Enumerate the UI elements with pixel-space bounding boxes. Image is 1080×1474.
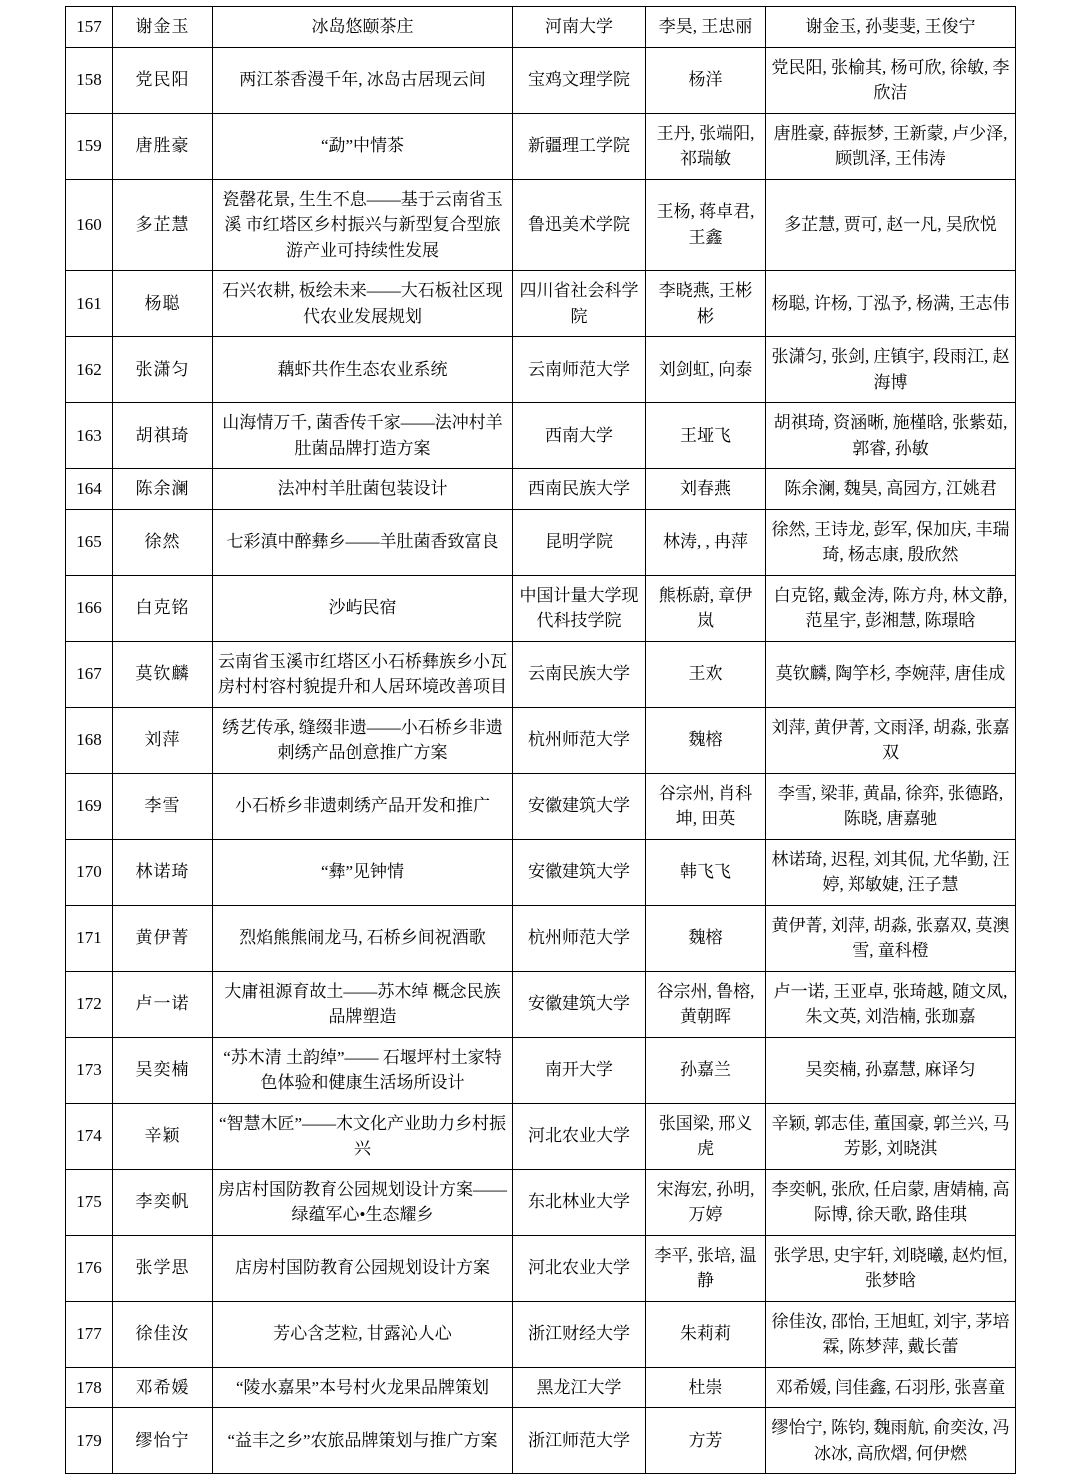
cell-advisors: 韩飞飞 <box>646 839 766 905</box>
cell-name: 辛颖 <box>113 1103 213 1169</box>
table-body <box>66 7 1016 1474</box>
cell-title: 瓷罄花景, 生生不息——基于云南省玉溪 市红塔区乡村振兴与新型复合型旅游产业可持续性发展 <box>213 179 513 271</box>
cell-id: 165 <box>66 509 113 575</box>
cell-members: 莫钦麟, 陶竽杉, 李婉萍, 唐佳成 <box>766 641 1016 707</box>
cell-advisors: 刘春燕 <box>646 469 766 510</box>
cell-advisors: 朱莉莉 <box>646 1301 766 1367</box>
table-row <box>66 839 1016 905</box>
cell-name: 张潇匀 <box>113 337 213 403</box>
cell-title: 店房村国防教育公园规划设计方案 <box>213 1235 513 1301</box>
cell-university: 东北林业大学 <box>513 1169 646 1235</box>
cell-members: 唐胜豪, 薛振梦, 王新蒙, 卢少泽, 顾凯泽, 王伟涛 <box>766 113 1016 179</box>
cell-title: 云南省玉溪市红塔区小石桥彝族乡小瓦房村村容村貌提升和人居环境改善项目 <box>213 641 513 707</box>
cell-name: 白克铭 <box>113 575 213 641</box>
cell-advisors: 魏榕 <box>646 707 766 773</box>
table-row <box>66 469 1016 510</box>
cell-title: “智慧木匠”——木文化产业助力乡村振兴 <box>213 1103 513 1169</box>
cell-title: “益丰之乡”农旅品牌策划与推广方案 <box>213 1408 513 1474</box>
table-row <box>66 1037 1016 1103</box>
cell-university: 河北农业大学 <box>513 1103 646 1169</box>
cell-members: 张学思, 史宇轩, 刘晓曦, 赵灼恒, 张梦晗 <box>766 1235 1016 1301</box>
table-row <box>66 179 1016 271</box>
cell-advisors: 孙嘉兰 <box>646 1037 766 1103</box>
cell-university: 云南民族大学 <box>513 641 646 707</box>
table-row <box>66 403 1016 469</box>
cell-advisors: 林涛, , 冉萍 <box>646 509 766 575</box>
cell-title: 烈焰熊熊闹龙马, 石桥乡间祝酒歌 <box>213 905 513 971</box>
cell-name: 张学思 <box>113 1235 213 1301</box>
cell-name: 林诺琦 <box>113 839 213 905</box>
cell-advisors: 李平, 张培, 温静 <box>646 1235 766 1301</box>
cell-title: 冰岛悠颐茶庄 <box>213 7 513 48</box>
cell-id: 172 <box>66 971 113 1037</box>
table-row <box>66 1103 1016 1169</box>
cell-university: 河南大学 <box>513 7 646 48</box>
cell-id: 169 <box>66 773 113 839</box>
table-row <box>66 1235 1016 1301</box>
cell-members: 党民阳, 张榆其, 杨可欣, 徐敏, 李欣洁 <box>766 47 1016 113</box>
cell-university: 安徽建筑大学 <box>513 971 646 1037</box>
table-row <box>66 271 1016 337</box>
table-row <box>66 1367 1016 1408</box>
cell-id: 170 <box>66 839 113 905</box>
cell-members: 胡祺琦, 资涵晰, 施槿晗, 张紫茹, 郭睿, 孙敏 <box>766 403 1016 469</box>
cell-name: 杨聪 <box>113 271 213 337</box>
table-row <box>66 47 1016 113</box>
cell-university: 黑龙江大学 <box>513 1367 646 1408</box>
table-row <box>66 905 1016 971</box>
cell-members: 辛颖, 郭志佳, 董国豪, 郭兰兴, 马芳影, 刘晓淇 <box>766 1103 1016 1169</box>
cell-name: 黄伊菁 <box>113 905 213 971</box>
cell-id: 179 <box>66 1408 113 1474</box>
cell-title: 大庸祖源育故土——苏木绰 概念民族品牌塑造 <box>213 971 513 1037</box>
cell-advisors: 王垭飞 <box>646 403 766 469</box>
cell-members: 黄伊菁, 刘萍, 胡淼, 张嘉双, 莫澳雪, 童科橙 <box>766 905 1016 971</box>
cell-name: 党民阳 <box>113 47 213 113</box>
cell-members: 卢一诺, 王亚卓, 张琦越, 随文凤, 朱文英, 刘浩楠, 张珈嘉 <box>766 971 1016 1037</box>
cell-members: 徐然, 王诗龙, 彭军, 保加庆, 丰瑞琦, 杨志康, 殷欣然 <box>766 509 1016 575</box>
cell-advisors: 李昊, 王忠丽 <box>646 7 766 48</box>
cell-title: “勐”中情茶 <box>213 113 513 179</box>
table-row <box>66 575 1016 641</box>
cell-name: 缪怡宁 <box>113 1408 213 1474</box>
cell-university: 四川省社会科学院 <box>513 271 646 337</box>
cell-university: 西南大学 <box>513 403 646 469</box>
cell-university: 南开大学 <box>513 1037 646 1103</box>
cell-university: 杭州师范大学 <box>513 707 646 773</box>
table-row <box>66 641 1016 707</box>
cell-university: 杭州师范大学 <box>513 905 646 971</box>
table-row <box>66 707 1016 773</box>
cell-id: 173 <box>66 1037 113 1103</box>
cell-advisors: 李晓燕, 王彬彬 <box>646 271 766 337</box>
cell-advisors: 方芳 <box>646 1408 766 1474</box>
cell-advisors: 魏榕 <box>646 905 766 971</box>
cell-title: 石兴农耕, 板绘未来——大石板社区现代农业发展规划 <box>213 271 513 337</box>
cell-advisors: 谷宗州, 肖科坤, 田英 <box>646 773 766 839</box>
cell-advisors: 谷宗州, 鲁榕, 黄朝晖 <box>646 971 766 1037</box>
cell-university: 鲁迅美术学院 <box>513 179 646 271</box>
cell-name: 李奕帆 <box>113 1169 213 1235</box>
cell-title: 芳心含芝粒, 甘露沁人心 <box>213 1301 513 1367</box>
table-row <box>66 113 1016 179</box>
cell-members: 徐佳汝, 邵怡, 王旭虹, 刘宇, 茅培霖, 陈梦萍, 戴长蕾 <box>766 1301 1016 1367</box>
cell-members: 张潇匀, 张剑, 庄镇宇, 段雨江, 赵海博 <box>766 337 1016 403</box>
table-row <box>66 7 1016 48</box>
cell-name: 莫钦麟 <box>113 641 213 707</box>
cell-title: 绣艺传承, 缝缀非遗——小石桥乡非遗刺绣产品创意推广方案 <box>213 707 513 773</box>
cell-university: 西南民族大学 <box>513 469 646 510</box>
cell-name: 谢金玉 <box>113 7 213 48</box>
cell-title: 藕虾共作生态农业系统 <box>213 337 513 403</box>
cell-advisors: 王欢 <box>646 641 766 707</box>
cell-id: 176 <box>66 1235 113 1301</box>
table-row <box>66 971 1016 1037</box>
cell-advisors: 宋海宏, 孙明, 万婷 <box>646 1169 766 1235</box>
cell-id: 178 <box>66 1367 113 1408</box>
cell-members: 陈余澜, 魏昊, 高园方, 江姚君 <box>766 469 1016 510</box>
cell-advisors: 王丹, 张端阳, 祁瑞敏 <box>646 113 766 179</box>
cell-name: 吴奕楠 <box>113 1037 213 1103</box>
cell-members: 刘萍, 黄伊菁, 文雨泽, 胡淼, 张嘉双 <box>766 707 1016 773</box>
cell-members: 李雪, 梁菲, 黄晶, 徐弈, 张德路, 陈晓, 唐嘉驰 <box>766 773 1016 839</box>
cell-title: “陵水嘉果”本号村火龙果品牌策划 <box>213 1367 513 1408</box>
results-table <box>65 6 1016 1474</box>
cell-university: 昆明学院 <box>513 509 646 575</box>
cell-id: 161 <box>66 271 113 337</box>
cell-university: 新疆理工学院 <box>513 113 646 179</box>
cell-title: 两江茶香漫千年, 冰岛古居现云间 <box>213 47 513 113</box>
cell-title: 七彩滇中醉彝乡——羊肚菌香致富良 <box>213 509 513 575</box>
cell-name: 徐佳汝 <box>113 1301 213 1367</box>
cell-title: 沙屿民宿 <box>213 575 513 641</box>
cell-title: 法冲村羊肚菌包装设计 <box>213 469 513 510</box>
table-row <box>66 337 1016 403</box>
cell-title: “彝”见钟情 <box>213 839 513 905</box>
cell-id: 177 <box>66 1301 113 1367</box>
cell-university: 安徽建筑大学 <box>513 773 646 839</box>
cell-id: 175 <box>66 1169 113 1235</box>
cell-id: 171 <box>66 905 113 971</box>
cell-name: 邓希媛 <box>113 1367 213 1408</box>
cell-name: 多芷慧 <box>113 179 213 271</box>
cell-members: 吴奕楠, 孙嘉慧, 麻译匀 <box>766 1037 1016 1103</box>
cell-id: 168 <box>66 707 113 773</box>
cell-members: 杨聪, 许杨, 丁泓予, 杨满, 王志伟 <box>766 271 1016 337</box>
cell-id: 157 <box>66 7 113 48</box>
cell-id: 159 <box>66 113 113 179</box>
cell-advisors: 张国梁, 邢义虎 <box>646 1103 766 1169</box>
cell-id: 160 <box>66 179 113 271</box>
cell-id: 167 <box>66 641 113 707</box>
cell-university: 中国计量大学现代科技学院 <box>513 575 646 641</box>
cell-advisors: 杜崇 <box>646 1367 766 1408</box>
cell-members: 白克铭, 戴金涛, 陈方舟, 林文静, 范星宇, 彭湘慧, 陈璟晗 <box>766 575 1016 641</box>
cell-advisors: 杨洋 <box>646 47 766 113</box>
cell-advisors: 王杨, 蒋卓君, 王鑫 <box>646 179 766 271</box>
cell-id: 164 <box>66 469 113 510</box>
table-row <box>66 1301 1016 1367</box>
table-row <box>66 509 1016 575</box>
cell-name: 唐胜豪 <box>113 113 213 179</box>
cell-members: 多芷慧, 贾可, 赵一凡, 吴欣悦 <box>766 179 1016 271</box>
cell-title: 山海情万千, 菌香传千家——法冲村羊肚菌品牌打造方案 <box>213 403 513 469</box>
cell-name: 卢一诺 <box>113 971 213 1037</box>
cell-id: 158 <box>66 47 113 113</box>
cell-name: 刘萍 <box>113 707 213 773</box>
cell-id: 163 <box>66 403 113 469</box>
cell-title: “苏木清 土韵绰”—— 石堰坪村土家特色体验和健康生活场所设计 <box>213 1037 513 1103</box>
cell-title: 房店村国防教育公园规划设计方案——绿蕴军心•生态耀乡 <box>213 1169 513 1235</box>
table-row <box>66 773 1016 839</box>
cell-members: 邓希媛, 闫佳鑫, 石羽彤, 张喜童 <box>766 1367 1016 1408</box>
cell-id: 162 <box>66 337 113 403</box>
cell-name: 胡祺琦 <box>113 403 213 469</box>
cell-advisors: 熊栎蔚, 章伊岚 <box>646 575 766 641</box>
cell-members: 缪怡宁, 陈钧, 魏雨航, 俞奕汝, 冯冰冰, 高欣熠, 何伊燃 <box>766 1408 1016 1474</box>
cell-title: 小石桥乡非遗刺绣产品开发和推广 <box>213 773 513 839</box>
cell-university: 安徽建筑大学 <box>513 839 646 905</box>
cell-university: 浙江财经大学 <box>513 1301 646 1367</box>
cell-members: 林诺琦, 迟程, 刘其侃, 尤华勤, 汪婷, 郑敏婕, 汪子慧 <box>766 839 1016 905</box>
table-row <box>66 1169 1016 1235</box>
table-row <box>66 1408 1016 1474</box>
cell-university: 云南师范大学 <box>513 337 646 403</box>
cell-id: 174 <box>66 1103 113 1169</box>
cell-name: 徐然 <box>113 509 213 575</box>
cell-members: 谢金玉, 孙斐斐, 王俊宁 <box>766 7 1016 48</box>
cell-name: 李雪 <box>113 773 213 839</box>
cell-advisors: 刘剑虹, 向泰 <box>646 337 766 403</box>
cell-id: 166 <box>66 575 113 641</box>
cell-name: 陈余澜 <box>113 469 213 510</box>
cell-members: 李奕帆, 张欣, 任启蒙, 唐婧楠, 高际博, 徐天歌, 路佳琪 <box>766 1169 1016 1235</box>
cell-university: 河北农业大学 <box>513 1235 646 1301</box>
cell-university: 浙江师范大学 <box>513 1408 646 1474</box>
cell-university: 宝鸡文理学院 <box>513 47 646 113</box>
